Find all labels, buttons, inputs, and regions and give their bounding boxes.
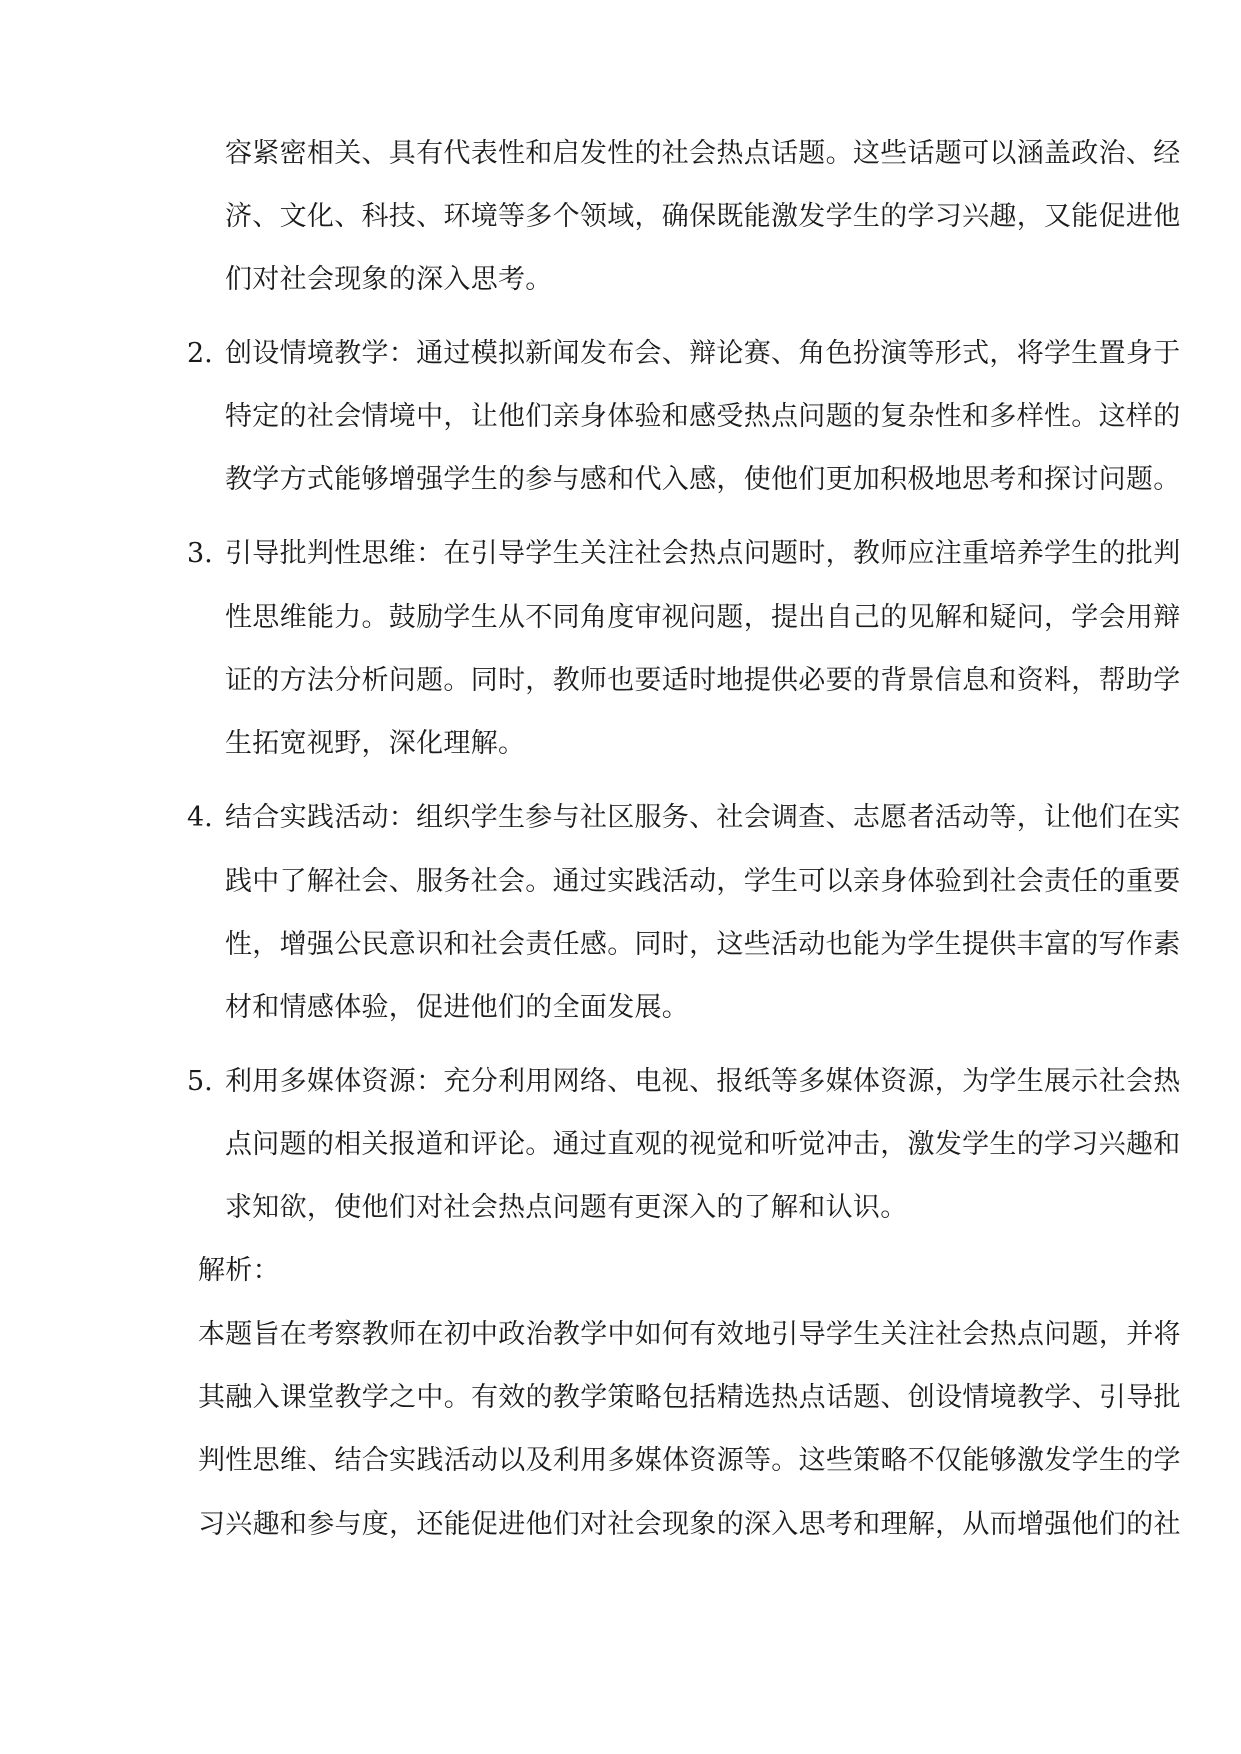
- item-2-number: 2.: [187, 338, 213, 369]
- item-5-line-1: 利用多媒体资源：充分利用网络、电视、报纸等多媒体资源，为学生展示社会热: [225, 1066, 1181, 1097]
- analysis-line-2: 其融入课堂教学之中。有效的教学策略包括精选热点话题、创设情境教学、引导批: [198, 1382, 1181, 1413]
- item-4-line-1: 结合实践活动：组织学生参与社区服务、社会调查、志愿者活动等，让他们在实: [225, 802, 1181, 833]
- item-3-line-2: 性思维能力。鼓励学生从不同角度审视问题，提出自己的见解和疑问，学会用辩: [225, 602, 1181, 633]
- analysis-heading: 解析：: [198, 1255, 280, 1286]
- item-1-line-3: 们对社会现象的深入思考。: [225, 264, 553, 295]
- item-4-line-3: 性，增强公民意识和社会责任感。同时，这些活动也能为学生提供丰富的写作素: [225, 929, 1181, 960]
- item-3-line-1: 引导批判性思维：在引导学生关注社会热点问题时，教师应注重培养学生的批判: [225, 538, 1181, 569]
- analysis-line-4: 习兴趣和参与度，还能促进他们对社会现象的深入思考和理解，从而增强他们的社: [198, 1509, 1181, 1540]
- item-1-line-2: 济、文化、科技、环境等多个领域，确保既能激发学生的学习兴趣，又能促进他: [225, 201, 1181, 232]
- item-3-number: 3.: [187, 538, 213, 569]
- item-4-line-2: 践中了解社会、服务社会。通过实践活动，学生可以亲身体验到社会责任的重要: [225, 866, 1181, 897]
- item-3-line-4: 生拓宽视野，深化理解。: [225, 728, 526, 759]
- item-3-line-3: 证的方法分析问题。同时，教师也要适时地提供必要的背景信息和资料，帮助学: [225, 665, 1181, 696]
- item-5-number: 5.: [187, 1066, 213, 1097]
- item-1-line-1: 容紧密相关、具有代表性和启发性的社会热点话题。这些话题可以涵盖政治、经: [225, 138, 1181, 169]
- item-4-number: 4.: [187, 802, 213, 833]
- item-4-line-4: 材和情感体验，促进他们的全面发展。: [225, 992, 690, 1023]
- item-2-line-2: 特定的社会情境中，让他们亲身体验和感受热点问题的复杂性和多样性。这样的: [225, 401, 1181, 432]
- item-5-line-2: 点问题的相关报道和评论。通过直观的视觉和听觉冲击，激发学生的学习兴趣和: [225, 1129, 1181, 1160]
- analysis-line-3: 判性思维、结合实践活动以及利用多媒体资源等。这些策略不仅能够激发学生的学: [198, 1445, 1181, 1476]
- item-2-line-3: 教学方式能够增强学生的参与感和代入感，使他们更加积极地思考和探讨问题。: [225, 464, 1181, 495]
- item-5-line-3: 求知欲，使他们对社会热点问题有更深入的了解和认识。: [225, 1192, 908, 1223]
- item-2-line-1: 创设情境教学：通过模拟新闻发布会、辩论赛、角色扮演等形式，将学生置身于: [225, 338, 1181, 369]
- analysis-line-1: 本题旨在考察教师在初中政治教学中如何有效地引导学生关注社会热点问题，并将: [198, 1319, 1181, 1350]
